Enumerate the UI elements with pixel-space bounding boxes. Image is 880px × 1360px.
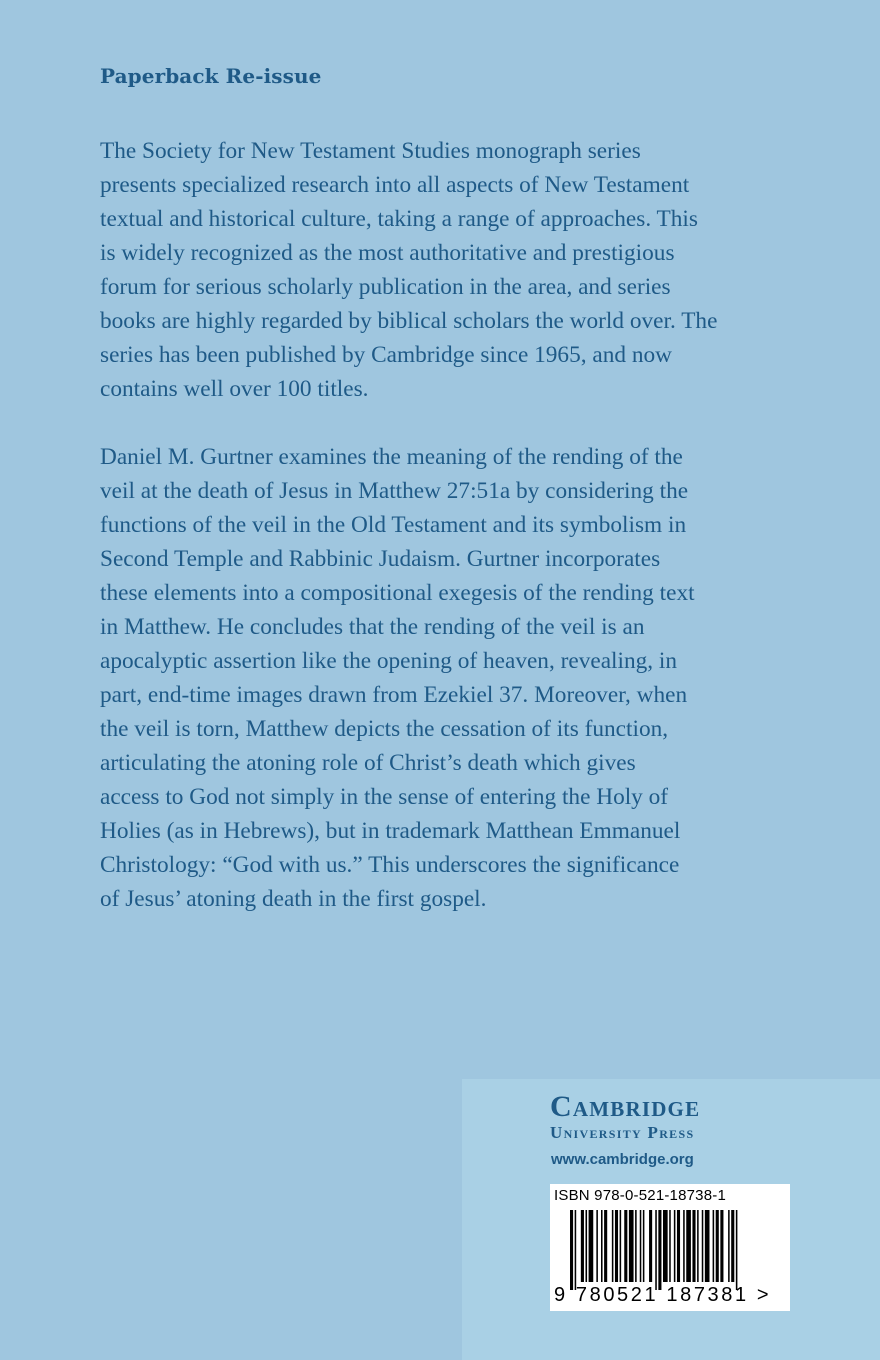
cambridge-logo: [550, 1091, 700, 1143]
paragraph-line: presents specialized research into all aspects of New Testament: [100, 172, 690, 198]
paragraph-line: contains well over 100 titles.: [100, 376, 369, 402]
barcode-bar: [686, 1210, 691, 1282]
series-description-paragraph: [100, 134, 790, 406]
barcode-bar: [624, 1210, 627, 1282]
barcode-bar: [570, 1210, 573, 1290]
barcode-bar: [649, 1210, 652, 1282]
barcode-bar: [643, 1210, 645, 1282]
barcode-bar: [677, 1210, 680, 1282]
paragraph-line: Second Temple and Rabbinic Judaism. Gurtner incorporates: [100, 546, 661, 572]
barcode-bar: [731, 1210, 734, 1282]
paragraph-line: functions of the veil in the Old Testament and its symbolism in: [100, 512, 687, 538]
barcode-bar: [615, 1210, 618, 1282]
paragraph-line: access to God not simply in the sense of entering the Holy of: [100, 784, 669, 810]
barcode-bar: [604, 1210, 607, 1282]
barcode-bar: [658, 1210, 661, 1290]
isbn-barcode: [550, 1184, 790, 1311]
barcode-bar: [736, 1210, 738, 1290]
barcode-bar: [601, 1210, 603, 1282]
paragraph-line: the veil is torn, Matthew depicts the cessation of its function,: [100, 716, 669, 742]
barcode-bar: [692, 1210, 695, 1282]
publisher-name: Cambridge: [550, 1090, 701, 1123]
barcode-bar: [663, 1210, 668, 1282]
publisher-panel: [462, 1079, 880, 1360]
barcode-bar: [581, 1210, 584, 1282]
paragraph-line: in Matthew. He concludes that the rending of the veil is an: [100, 614, 645, 640]
barcode-bar: [589, 1210, 594, 1282]
barcode-bar: [620, 1210, 622, 1282]
paragraph-line: Christology: “God with us.” This underscores the significance: [100, 852, 680, 878]
barcode-bar: [640, 1210, 642, 1282]
barcode-bar: [702, 1210, 704, 1282]
paragraph-line: forum for serious scholarly publication in the area, and series: [100, 274, 671, 300]
paragraph-line: textual and historical culture, taking a range of approaches. This: [100, 206, 698, 232]
barcode-bar: [575, 1210, 577, 1290]
paragraph-line: apocalyptic assertion like the opening of heaven, revealing, in: [100, 648, 678, 674]
paragraph-line: articulating the atoning role of Christ’s death which gives: [100, 750, 636, 776]
paragraph-line: series has been published by Cambridge since 1965, and now: [100, 342, 672, 368]
paperback-reissue-heading: Paperback Re-issue: [100, 64, 322, 88]
paragraph-line: Daniel M. Gurtner examines the meaning of the rending of the: [100, 444, 683, 470]
book-description-paragraph: [100, 440, 790, 916]
publisher-subtitle: University Press: [550, 1123, 695, 1142]
publisher-website: www.cambridge.org: [551, 1151, 694, 1168]
paragraph-line: books are highly regarded by biblical scholars the world over. The: [100, 308, 718, 334]
paragraph-line: Holies (as in Hebrews), but in trademark Matthean Emmanuel: [100, 818, 681, 844]
paragraph-line: The Society for New Testament Studies monograph series: [100, 138, 641, 164]
barcode-bar: [674, 1210, 676, 1282]
barcode-bar: [612, 1210, 614, 1282]
barcode-bar: [697, 1210, 699, 1282]
paragraph-line: part, end-time images drawn from Ezekiel 37. Moreover, when: [100, 682, 688, 708]
barcode-bar: [705, 1210, 710, 1282]
barcode-bar: [720, 1210, 723, 1282]
barcode-bar: [713, 1210, 715, 1282]
barcode-bar: [596, 1210, 598, 1282]
barcode-bar: [669, 1210, 671, 1282]
isbn-label: ISBN 978-0-521-18738-1: [554, 1187, 727, 1204]
barcode-bar: [716, 1210, 719, 1282]
barcode-bar: [586, 1210, 588, 1282]
paragraph-line: veil at the death of Jesus in Matthew 27:51a by considering the: [100, 478, 689, 504]
paragraph-line: these elements into a compositional exegesis of the rending text: [100, 580, 695, 606]
barcode-bar: [655, 1210, 657, 1290]
paragraph-line: is widely recognized as the most authoritative and prestigious: [100, 240, 675, 266]
barcode-bar: [683, 1210, 685, 1282]
paragraph-line: of Jesus’ atoning death in the first gospel.: [100, 886, 487, 912]
barcode-bar: [635, 1210, 637, 1282]
barcode-bar: [629, 1210, 634, 1282]
ean-digits: 9 780521 187381 >: [554, 1284, 772, 1306]
barcode-bar: [728, 1210, 730, 1282]
